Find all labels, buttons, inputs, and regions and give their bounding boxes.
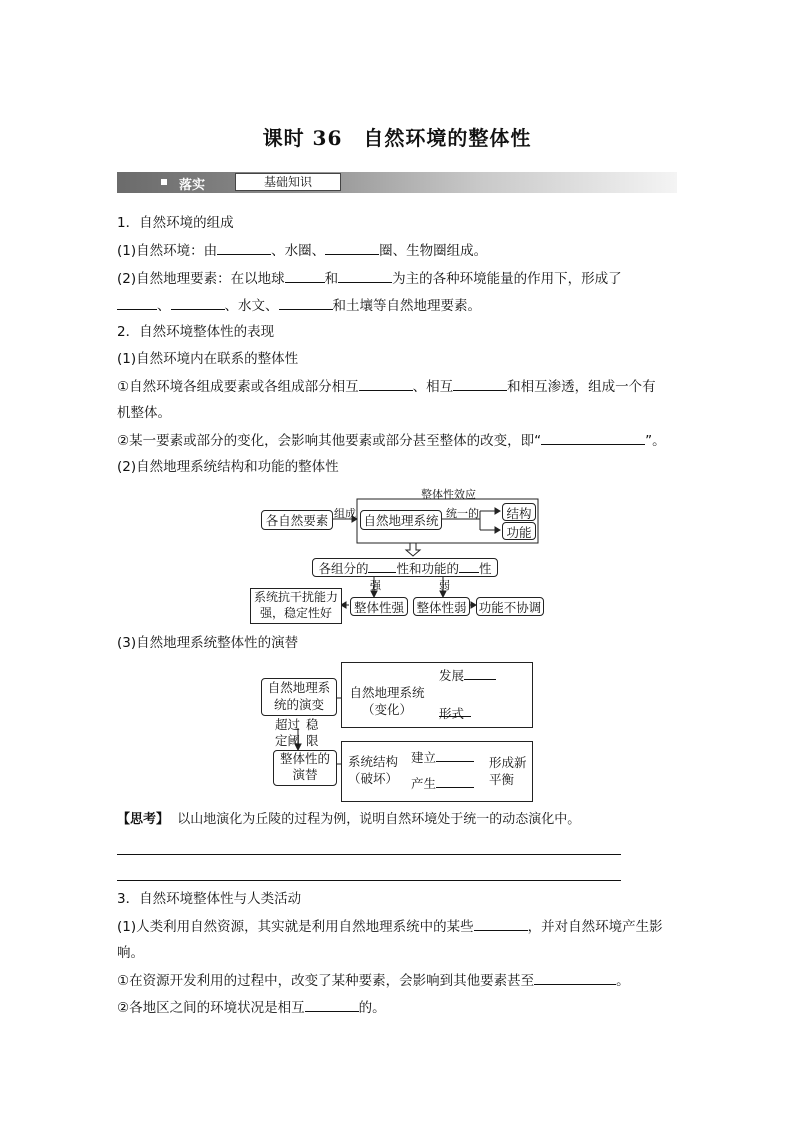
text: 。 [616, 973, 630, 989]
blank[interactable] [436, 750, 474, 762]
text: 、相互 [412, 379, 454, 395]
text: 发展 [439, 668, 465, 683]
side-right-label [306, 717, 319, 749]
text: 的。 [358, 1000, 386, 1016]
banner-subtag: 基础知识 [235, 173, 341, 191]
text: (1)自然环境：由 [117, 243, 218, 259]
box-natural-elements: 各自然要素 [261, 510, 333, 530]
text: ，并对自然环境产生影 [527, 919, 663, 935]
s2-p6: (3)自然地理系统整体性的演替 [117, 635, 299, 651]
s3-p2: 响。 [117, 945, 144, 961]
text: ②某一要素或部分的变化，会影响其他要素或部分甚至整体的改变，即“ [117, 433, 542, 449]
box-integrity-succession [273, 750, 337, 786]
section2-heading: 2．自然环境整体性的表现 [117, 324, 275, 340]
box-geo-system: 自然地理系统 [360, 510, 442, 530]
effect-label: 整体性效应 [421, 488, 476, 501]
build-row [411, 748, 474, 768]
box-weak-integrity: 整体性弱 [413, 597, 470, 616]
text: 和相互渗透，组成一个有 [507, 379, 656, 395]
text: 定阈 [275, 733, 301, 748]
text: 和土壤等自然地理要素。 [332, 298, 481, 314]
text: 系统抗干扰能力 [253, 590, 338, 604]
text: 强，稳定性好 [259, 606, 332, 620]
text: ②各地区之间的环境状况是相互 [117, 1000, 305, 1016]
text: 整体性的 [279, 751, 330, 766]
label-system-change [345, 684, 429, 718]
text: 自然地理系 [267, 680, 331, 695]
text: 平衡 [489, 772, 515, 787]
produce-row [411, 774, 474, 794]
arrow-compose-label: 组成 [334, 507, 356, 520]
text: 、水圈、 [271, 243, 326, 259]
label-weak: 弱 [439, 579, 450, 592]
think-question [117, 810, 580, 830]
section3-heading: 3．自然环境整体性与人类活动 [117, 891, 302, 907]
text: 稳 [306, 717, 319, 732]
blank[interactable] [464, 668, 496, 680]
blank[interactable] [436, 776, 474, 788]
text: 超过 [275, 717, 301, 732]
section1-heading: 1．自然环境的组成 [117, 215, 234, 231]
text: 为主的各种环境能量的作用下，形成了 [392, 271, 622, 287]
answer-line-2[interactable] [117, 880, 621, 881]
text: 各组分的 [318, 561, 369, 576]
s3-p4 [117, 997, 386, 1018]
text: ①自然环境各组成要素或各组成部分相互 [117, 379, 359, 395]
text: ”。 [645, 433, 666, 449]
answer-line-1[interactable] [117, 854, 621, 855]
text: 自然地理系统 [349, 685, 425, 700]
text: （变化） [361, 702, 412, 717]
label-structure-damage [343, 753, 403, 787]
text: 形成新 [489, 755, 527, 770]
s2-p3: 机整体。 [117, 405, 171, 421]
form-label: 形式 [439, 706, 465, 721]
box-function: 功能 [502, 522, 536, 540]
text: 性 [479, 561, 492, 576]
blank[interactable] [534, 970, 616, 985]
text: 系统结构 [347, 754, 398, 769]
arrow-unified-label: 统一的 [446, 507, 479, 520]
text: 、水文、 [224, 298, 279, 314]
text: ①在资源开发利用的过程中，改变了某种要素，会影响到其他要素甚至 [117, 973, 535, 989]
think-text: 以山地演化为丘陵的过程为例，说明自然环境处于统一的动态演化中。 [177, 812, 581, 827]
box-strong-integrity: 整体性强 [350, 597, 408, 616]
page-title: 课时 36 自然环境的整体性 [262, 126, 532, 150]
s3-p3 [117, 970, 630, 991]
blank[interactable] [305, 997, 359, 1012]
text: 性和功能的 [396, 561, 459, 576]
text: 产生 [411, 776, 437, 791]
blank[interactable] [474, 916, 528, 931]
box-system-evolution [261, 678, 337, 716]
label-strong: 强 [370, 579, 381, 592]
box-structure: 结构 [502, 503, 536, 521]
text: (2)自然地理要素：在以地球 [117, 271, 285, 287]
side-left-label [275, 717, 300, 749]
think-label: 【思考】 [117, 812, 170, 827]
banner-tag: 落实 [179, 178, 206, 193]
s3-p1 [117, 916, 663, 937]
text: （破坏） [347, 771, 398, 786]
text: 限 [306, 733, 319, 748]
develop-row [439, 666, 496, 686]
s2-p1: (1)自然环境内在联系的整体性 [117, 351, 299, 367]
text: 圈、生物圈组成。 [379, 243, 488, 259]
s2-p5: (2)自然地理系统结构和功能的整体性 [117, 459, 339, 475]
text: 和 [324, 271, 339, 287]
box-uncoordinated: 功能不协调 [476, 597, 544, 616]
text: 统的演变 [273, 697, 324, 712]
text: 演替 [292, 767, 318, 782]
new-balance-label [489, 754, 527, 788]
text: 建立 [411, 750, 437, 765]
text: 、 [157, 298, 171, 314]
text: (1)人类利用自然资源，其实就是利用自然地理系统中的某些 [117, 919, 474, 935]
